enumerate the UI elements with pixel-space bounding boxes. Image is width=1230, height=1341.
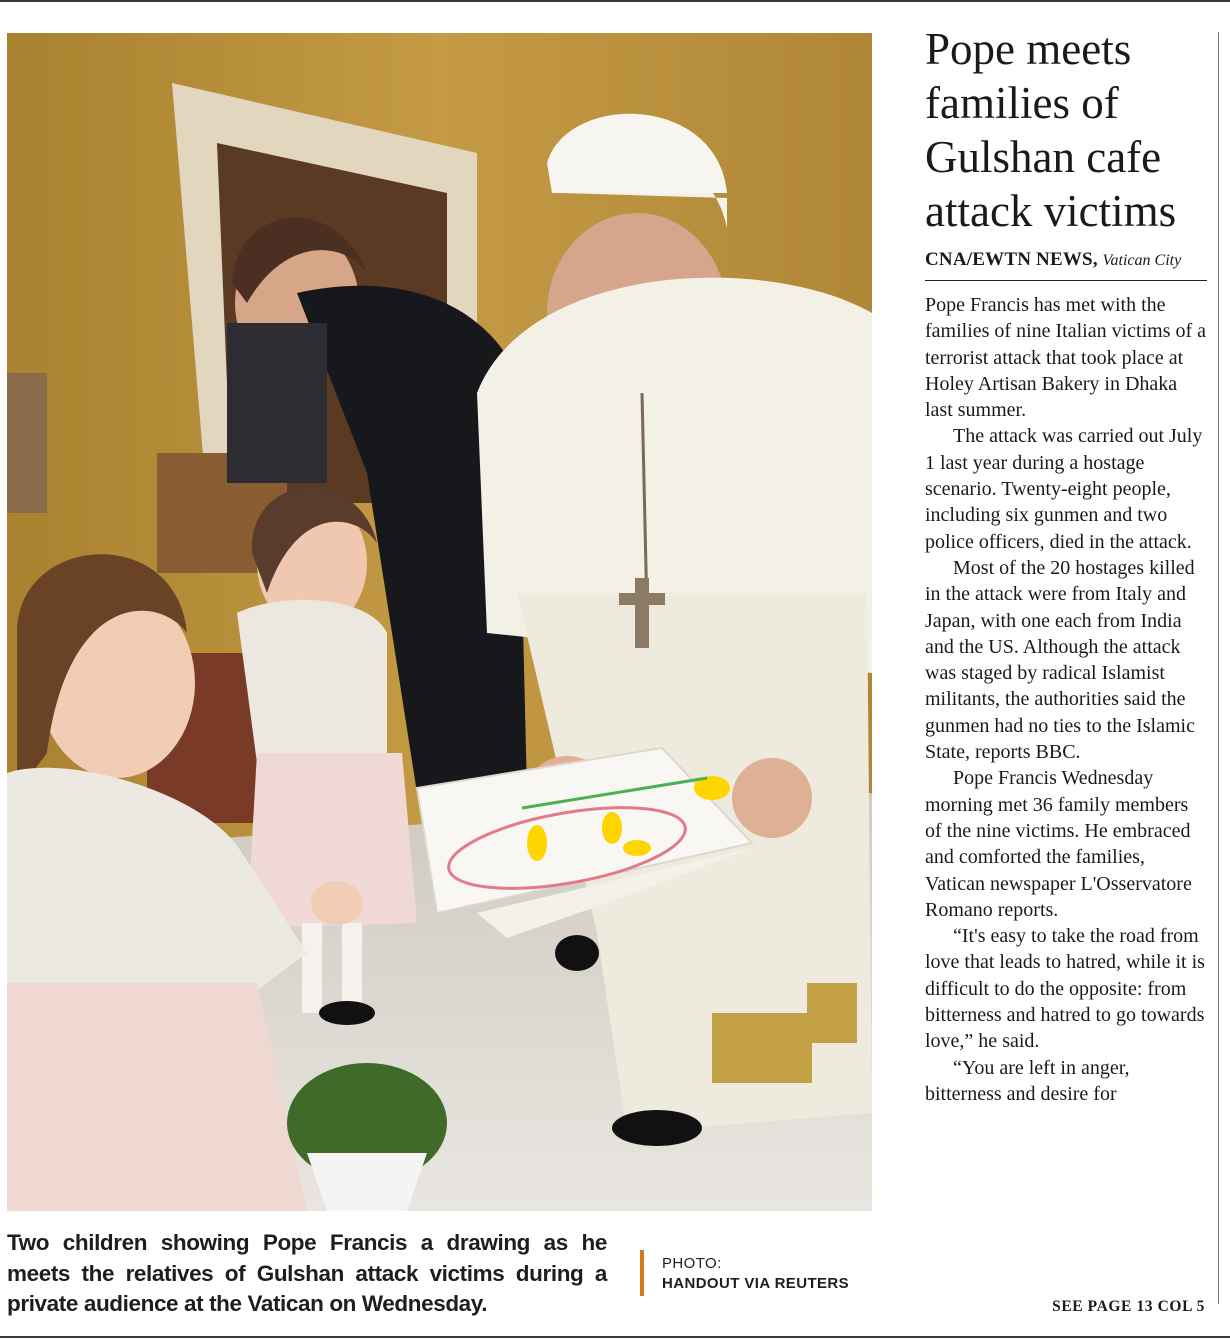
- article-paragraph: Pope Francis Wednesday morning met 36 family members of the nine victims. He embraced and comforted the families, Vatican newspaper L'Osservatore Romano reports.: [925, 767, 1192, 921]
- photo-credit-source: HANDOUT VIA REUTERS: [662, 1275, 850, 1292]
- byline-agency: CNA/EWTN NEWS,: [925, 249, 1098, 270]
- column-rule: [1218, 32, 1219, 1304]
- byline: [925, 247, 1207, 281]
- headline: Pope meets families of Gulshan cafe attack victims: [925, 24, 1177, 236]
- credit-accent-bar: [640, 1250, 644, 1296]
- article-paragraph: Most of the 20 hostages killed in the attack were from Italy and Japan, with one each from India and the US. Although the attack was staged by radical Islamist militants, the authorities said the gunmen had no ties to the Islamic State, reports BBC.: [925, 556, 1195, 764]
- article-paragraph: “You are left in anger, bitterness and desire for: [925, 1056, 1130, 1105]
- byline-place: Vatican City: [1102, 252, 1182, 269]
- photo-credit-label: PHOTO:: [662, 1255, 722, 1272]
- article-body: [925, 292, 1207, 1107]
- photo-illustration: [7, 33, 872, 1211]
- photo-caption: Two children showing Pope Francis a drawing as he meets the relatives of Gulshan attack victims during a private audience at the Vatican on Wednesday.: [7, 1230, 607, 1316]
- top-rule: [0, 0, 1230, 2]
- news-photo: [7, 33, 872, 1211]
- article-paragraph: The attack was carried out July 1 last year during a hostage scenario. Twenty-eight people, including six gunmen and two police officers, died in the attack.: [925, 425, 1203, 553]
- bottom-rule: [0, 1336, 1230, 1338]
- article-paragraph: Pope Francis has met with the families of nine Italian victims of a terrorist attack that took place at Holey Artisan Bakery in Dhaka last summer.: [925, 294, 1207, 422]
- article-paragraph: “It's easy to take the road from love that leads to hatred, while it is difficult to do the opposite: from bitterness and hatred to go towards love,” he said.: [925, 925, 1205, 1053]
- photo-credit: [662, 1254, 849, 1294]
- continuation-link[interactable]: SEE PAGE 13 COL 5: [1052, 1298, 1205, 1315]
